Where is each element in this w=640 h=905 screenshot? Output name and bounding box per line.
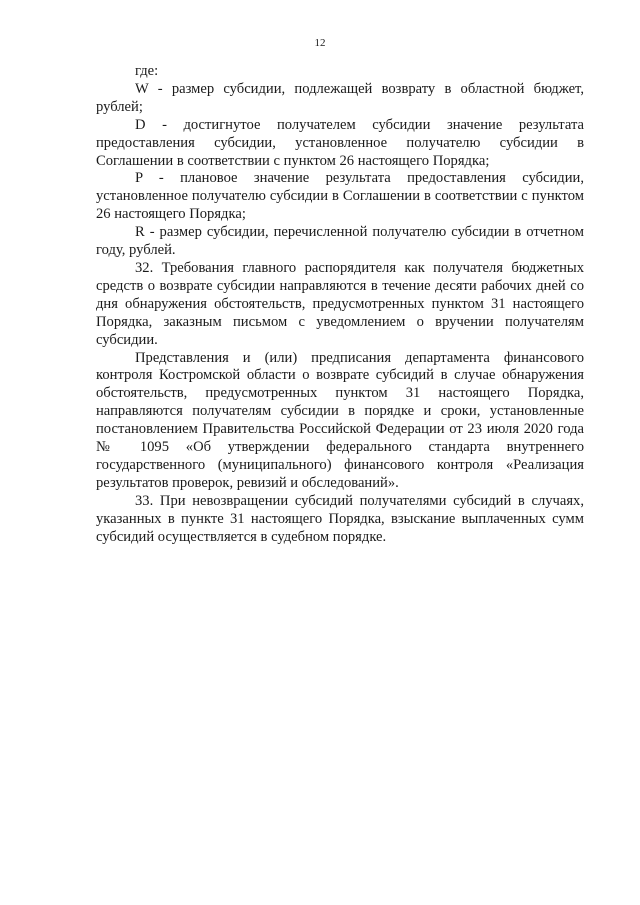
paragraph-clause-33: 33. При невозвращении субсидий получателями субсидий в случаях, указанных в пункте 31 настоящего Порядка, взыскание выплаченных сумм субсидий осуществляется в судебном порядке. bbox=[96, 492, 584, 545]
paragraph-representations: Представления и (или) предписания департамента финансового контроля Костромской области о возврате субсидий в случае обнаружения обстоятельств, предусмотренных пунктом 31 настоящего Порядка, направляются получателям субсидии в порядке и сроки, установленные постановлением Правительства Российской Федерации от 23 июля 2020 года № 1095 «Об утверждении федерального стандарта внутреннего государственного (муниципального) финансового контроля «Реализация результатов проверок, ревизий и обследований». bbox=[96, 349, 584, 491]
page-number: 12 bbox=[314, 37, 326, 49]
paragraph-p-definition: P - плановое значение результата предоставления субсидии, установленное получателю субсидии в Соглашении в соответствии с пунктом 26 настоящего Порядка; bbox=[96, 170, 584, 223]
paragraph-clause-32: 32. Требования главного распорядителя как получателя бюджетных средств о возврате субсидии направляются в течение десяти рабочих дней со дня обнаружения обстоятельств, предусмотренных пунктом 31 настоящего Порядка, заказным письмом с уведомлением о вручении получателям субсидии. bbox=[96, 259, 584, 348]
paragraph-d-definition: D - достигнутое получателем субсидии значение результата предоставления субсидии, установленное получателю субсидии в Соглашении в соответствии с пунктом 26 настоящего Порядка; bbox=[96, 116, 584, 169]
paragraph-r-definition: R - размер субсидии, перечисленной получателю субсидии в отчетном году, рублей. bbox=[96, 224, 584, 259]
paragraph-where: где: bbox=[135, 63, 159, 79]
paragraph-w-definition: W - размер субсидии, подлежащей возврату в областной бюджет, рублей; bbox=[96, 80, 584, 115]
document-body bbox=[96, 63, 584, 546]
